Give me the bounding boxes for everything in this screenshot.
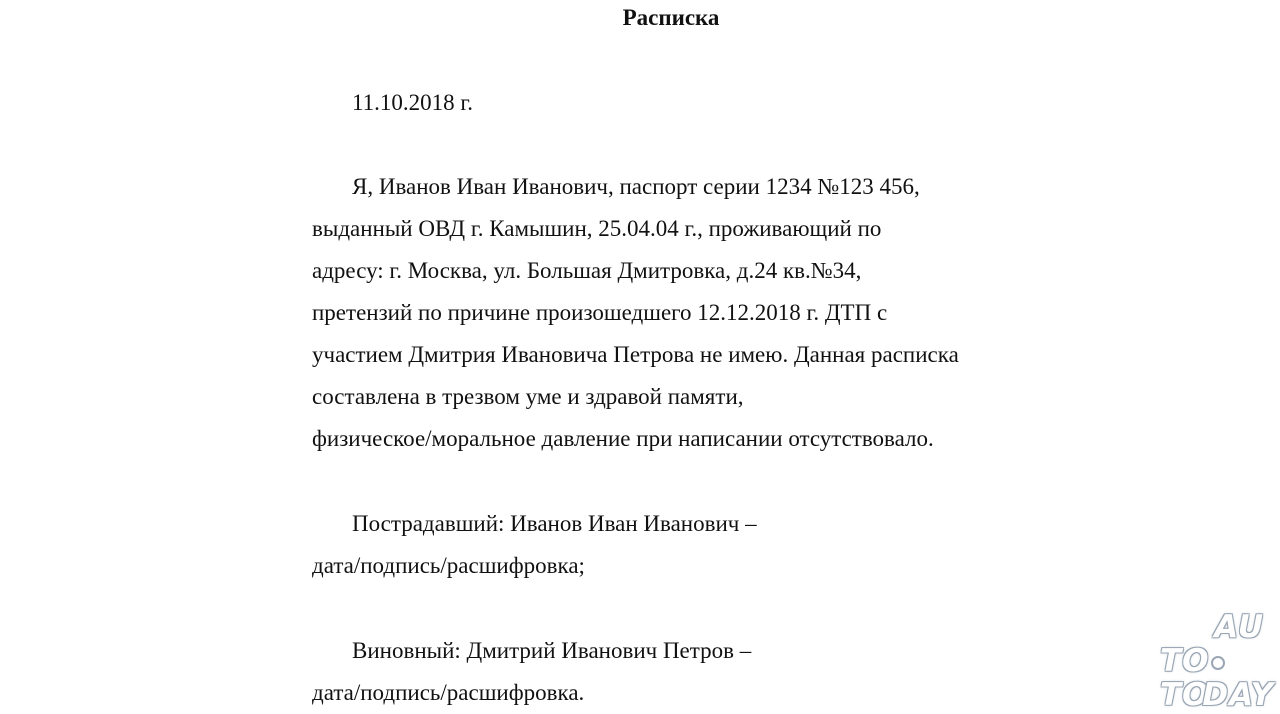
body-line: адресу: г. Москва, ул. Большая Дмитровка, д.24 кв.№34, [312,258,862,283]
document-title: Расписка [622,5,720,30]
victim-signature-fields: дата/подпись/расшифровка; [312,553,585,578]
body-line: участием Дмитрия Ивановича Петрова не имею. Данная расписка [312,342,959,367]
autotoday-watermark-logo [1160,610,1278,712]
culprit-signature-line: Виновный: Дмитрий Иванович Петров – [352,638,752,663]
watermark-text-to-left: TO [1160,643,1210,679]
document-date: 11.10.2018 г. [352,90,473,115]
body-line: Я, Иванов Иван Иванович, паспорт серии 1234 №123 456, [352,174,920,199]
victim-signature-line: Пострадавший: Иванов Иван Иванович – [352,511,757,536]
watermark-text-day: DAY [1202,677,1274,713]
watermark-dot-icon [1211,656,1225,670]
body-line: претензий по причине произошедшего 12.12.2018 г. ДТП с [312,300,888,325]
body-line: физическое/моральное давление при написании отсутствовало. [312,426,934,451]
body-line: выданный ОВД г. Камышин, 25.04.04 г., проживающий по [312,216,882,241]
body-line: составлена в трезвом уме и здравой памяти, [312,384,744,409]
watermark-text-to-right: TO [1160,677,1210,713]
culprit-signature-fields: дата/подпись/расшифровка. [312,680,585,705]
watermark-text-au: AU [1214,609,1264,645]
